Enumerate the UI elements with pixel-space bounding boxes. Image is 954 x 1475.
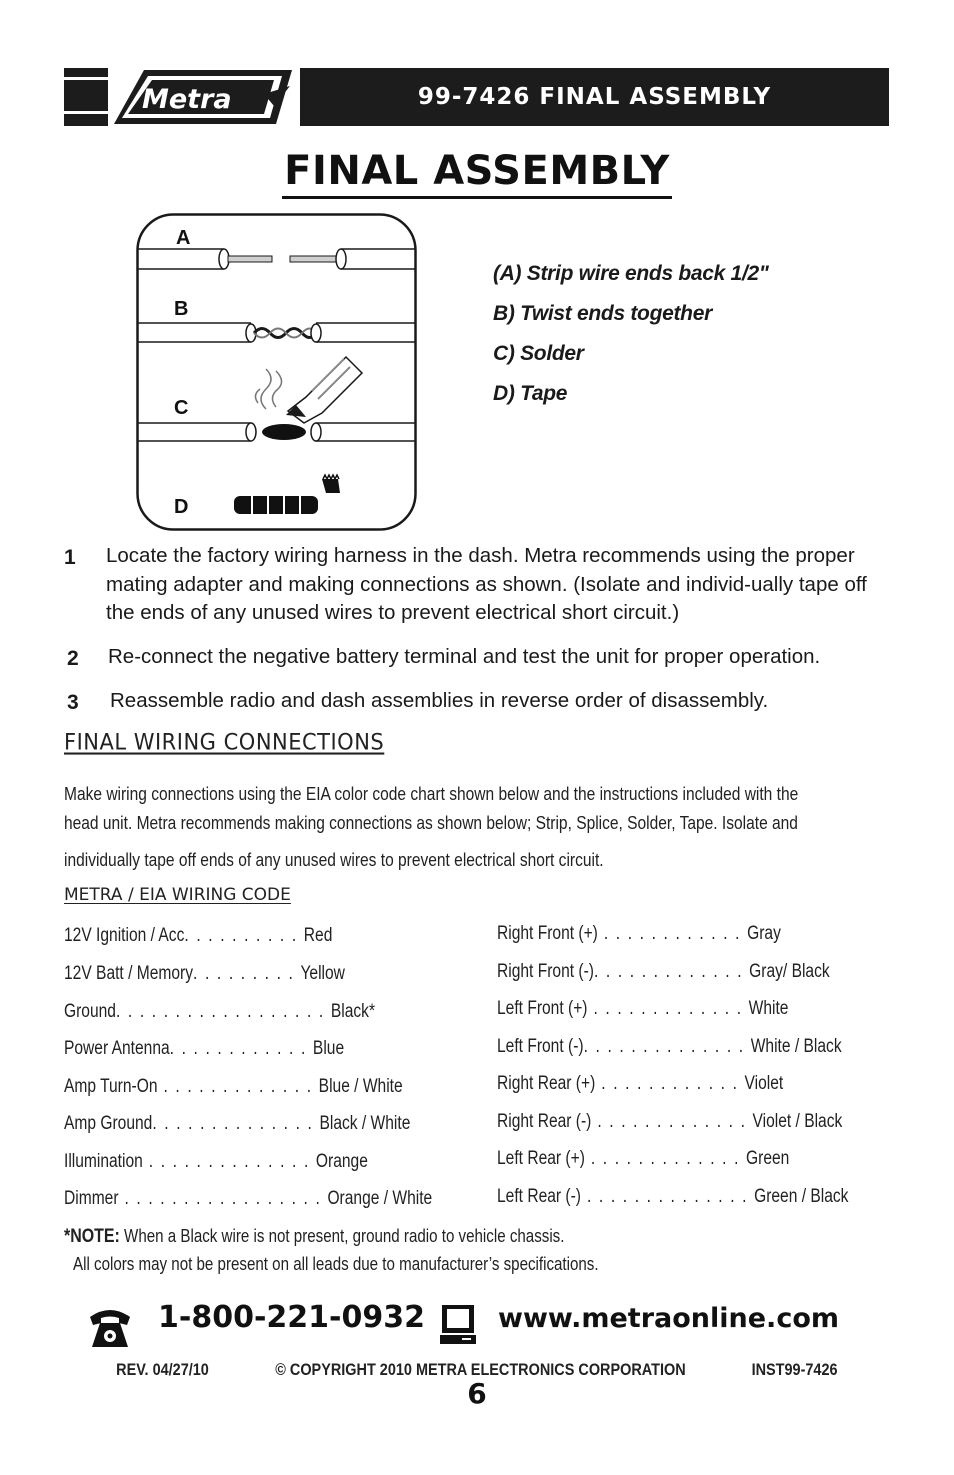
wiring-code-row: Dimmer . . . . . . . . . . . . . . . . . Orange / White — [64, 1188, 433, 1209]
wiring-code-row: 12V Ignition / Acc. . . . . . . . . . Red — [64, 925, 333, 946]
metra-logo — [114, 68, 294, 128]
wiring-code-row: Left Rear (-) . . . . . . . . . . . . . . Green / Black — [497, 1186, 849, 1207]
svg-text:Metra: Metra — [142, 84, 232, 115]
final-wiring-intro: Make wiring connections using the EIA color code chart shown below and the instructions included with the head unit. Metra recommends making connections as shown below; Strip, Splice, Solder, Tape. Isolate and individually tape off ends of any unused wires to prevent electrical short circuit. — [64, 783, 799, 870]
diagram-label-a: A — [176, 227, 191, 249]
wiring-code-row: Illumination . . . . . . . . . . . . . . Orange — [64, 1151, 368, 1172]
splice-steps — [493, 262, 913, 422]
copyright: © COPYRIGHT 2010 METRA ELECTRONICS CORPORATION — [275, 1360, 687, 1379]
wiring-code-row: Left Front (+) . . . . . . . . . . . . . White — [497, 998, 789, 1019]
diagram-label-d: D — [174, 496, 189, 518]
instruction-text: Re-connect the negative battery terminal and test the unit for proper operation. — [108, 645, 821, 668]
revision: REV. 04/27/10 — [116, 1360, 210, 1379]
ground-note: *NOTE: When a Black wire is not present, ground radio to vehicle chassis. — [64, 1226, 565, 1247]
header-block — [64, 68, 108, 126]
computer-icon — [440, 1303, 476, 1345]
telephone-icon — [86, 1303, 134, 1351]
header-title: 99-7426 FINAL ASSEMBLY — [300, 68, 889, 126]
instruction-1 — [64, 542, 884, 632]
wiring-code-row: Right Rear (+) . . . . . . . . . . . . Violet — [497, 1073, 784, 1094]
wiring-code-row: Right Front (-). . . . . . . . . . . . . Gray/ Black — [497, 961, 830, 982]
instruction-number: 3 — [67, 691, 79, 714]
step-twist: B) Twist ends together — [493, 302, 712, 325]
instruction-id: INST99-7426 — [751, 1360, 838, 1379]
instruction-2 — [64, 643, 884, 673]
diagram-label-c: C — [174, 397, 189, 419]
wiring-code-row: Ground. . . . . . . . . . . . . . . . . . Black* — [64, 1001, 376, 1022]
wiring-code-row: Left Front (-). . . . . . . . . . . . . . White / Black — [497, 1036, 842, 1057]
wiring-code-row: 12V Batt / Memory. . . . . . . . . Yellow — [64, 963, 345, 984]
step-tape: D) Tape — [493, 382, 568, 405]
wiring-code-row: Amp Turn-On . . . . . . . . . . . . . Blue / White — [64, 1076, 403, 1097]
wiring-code-row: Amp Ground. . . . . . . . . . . . . . Black / White — [64, 1113, 411, 1134]
final-wiring-heading: FINAL WIRING CONNECTIONS — [64, 729, 385, 755]
colors-note: All colors may not be present on all leads due to manufacturer’s specifications. — [73, 1254, 599, 1274]
diagram-label-b: B — [174, 298, 189, 320]
instruction-text: Reassemble radio and dash assemblies in reverse order of disassembly. — [110, 689, 769, 712]
instruction-number: 1 — [64, 546, 76, 569]
note-label: *NOTE: — [64, 1226, 120, 1247]
instruction-text: Locate the factory wiring harness in the dash. Metra recommends using the proper mating adapter and making connections as shown. (Isolate and individ-ually tape off the ends of any unused wires to prevent electrical short circuit.) — [106, 544, 867, 624]
wiring-code-row: Left Rear (+) . . . . . . . . . . . . . Green — [497, 1148, 790, 1169]
wiring-code-row: Right Front (+) . . . . . . . . . . . . Gray — [497, 923, 781, 944]
wiring-code-heading: METRA / EIA WIRING CODE — [64, 885, 291, 905]
website-link[interactable]: www.metraonline.com — [498, 1303, 840, 1334]
wiring-code-row: Power Antenna. . . . . . . . . . . . Blue — [64, 1038, 345, 1059]
step-strip: (A) Strip wire ends back 1/2" — [493, 262, 769, 285]
phone-number[interactable]: 1-800-221-0932 — [158, 1300, 425, 1335]
wiring-code-row: Right Rear (-) . . . . . . . . . . . . . Violet / Black — [497, 1111, 843, 1132]
wire-splice-diagram — [136, 213, 417, 531]
page-number: 6 — [467, 1377, 487, 1410]
page-title: FINAL ASSEMBLY — [0, 148, 954, 194]
instruction-3 — [64, 687, 884, 717]
instruction-number: 2 — [67, 647, 79, 670]
step-solder: C) Solder — [493, 342, 584, 365]
